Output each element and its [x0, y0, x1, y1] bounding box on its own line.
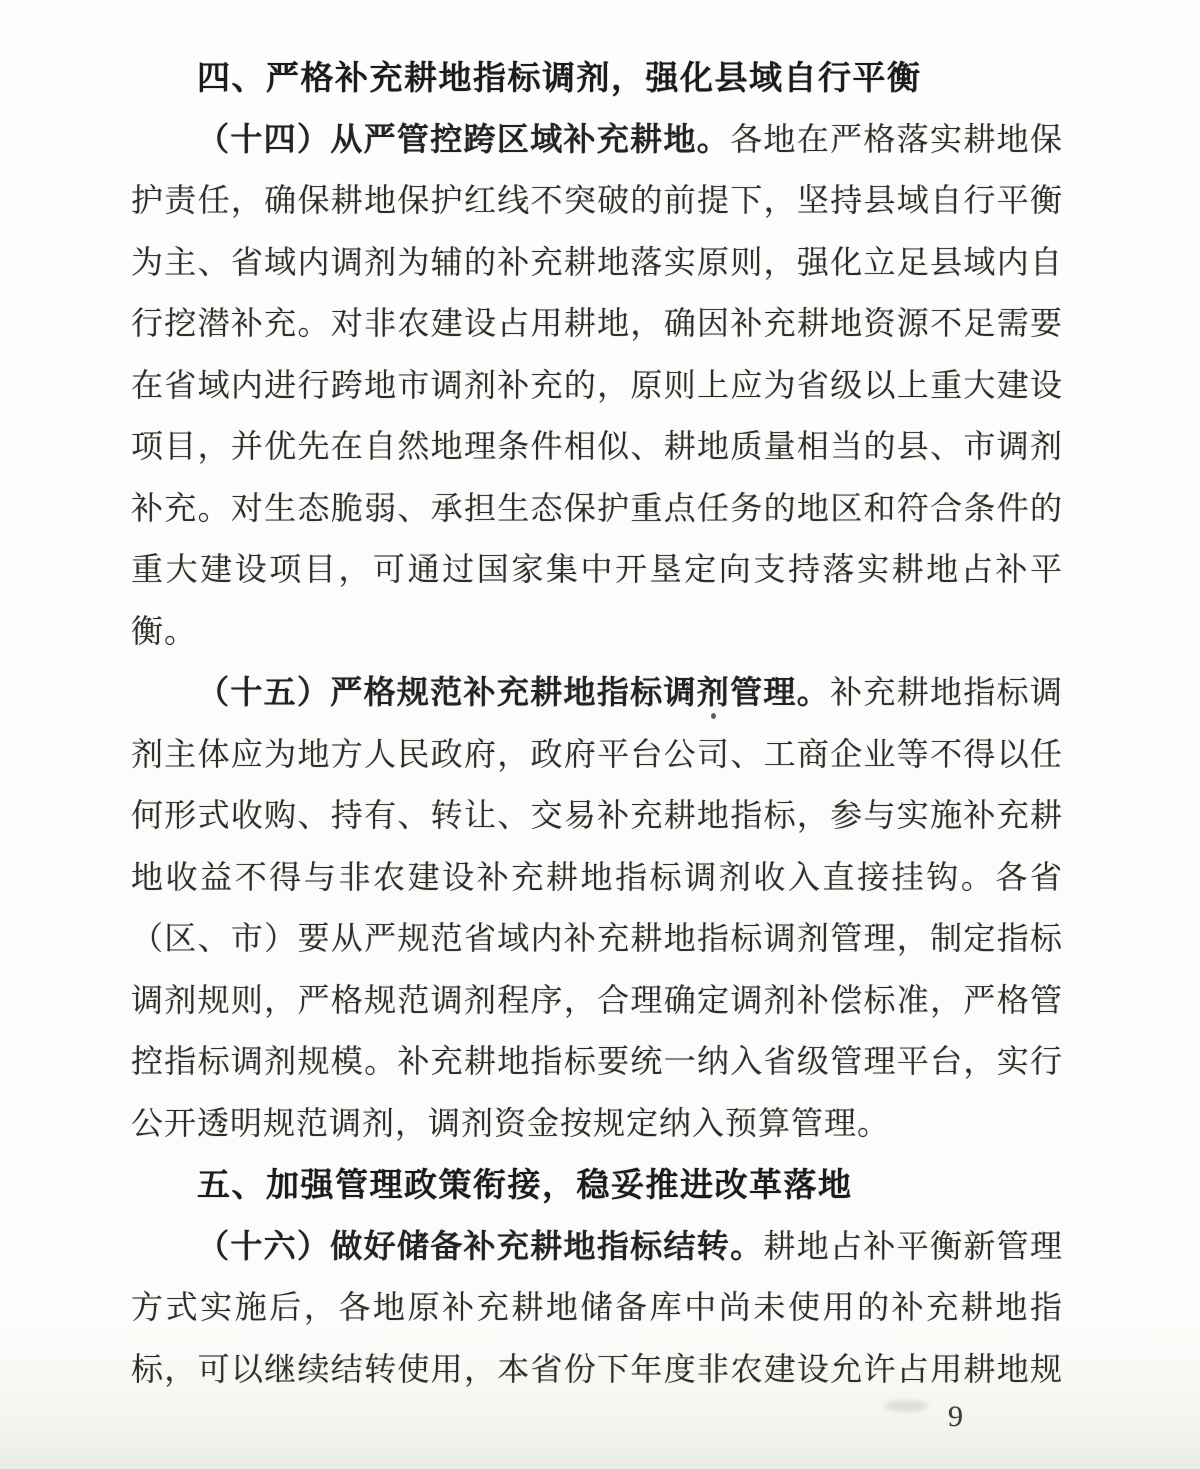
- text-line: [131, 478, 1063, 540]
- text-line: [131, 724, 1063, 786]
- line-text: 公开透明规范调剂，调剂资金按规定纳入预算管理。: [131, 1104, 891, 1141]
- heading-text: 四、严格补充耕地指标调剂，强化县域自行平衡: [197, 59, 922, 96]
- line-text: 护责任，确保耕地保护红线不突破的前提下，坚持县域自行平衡: [131, 182, 1063, 218]
- section-heading-4: [131, 47, 1063, 109]
- page-number: 9: [948, 1400, 963, 1433]
- line-text: 调剂规则，严格规范调剂程序，合理确定调剂补偿标准，严格管: [131, 981, 1063, 1018]
- text-line: [131, 539, 1063, 601]
- text-line: [131, 109, 1063, 171]
- ink-speck: [711, 713, 716, 719]
- text-line: [131, 232, 1063, 294]
- text-line: [131, 785, 1063, 847]
- text-line: [131, 355, 1063, 417]
- text-line: [131, 416, 1063, 478]
- heading-text: 五、加强管理政策衔接，稳妥推进改革落地: [197, 1166, 853, 1203]
- line-text: 各地在严格落实耕地保: [730, 120, 1063, 157]
- line-text: 何形式收购、持有、转让、交易补充耕地指标，参与实施补充耕: [131, 797, 1063, 833]
- line-text: 方式实施后，各地原补充耕地储备库中尚未使用的补充耕地指: [131, 1289, 1063, 1325]
- text-line: [131, 847, 1063, 909]
- line-text: 为主、省域内调剂为辅的补充耕地落实原则，强化立足县域内自: [131, 243, 1063, 280]
- line-text: 重大建设项目，可通过国家集中开垦定向支持落实耕地占补平: [131, 551, 1063, 587]
- text-line: [131, 970, 1063, 1032]
- text-line: [131, 1093, 1063, 1155]
- line-text: 在省域内进行跨地市调剂补充的，原则上应为省级以上重大建设: [131, 366, 1063, 403]
- text-line: [131, 1339, 1063, 1401]
- line-text: 地收益不得与非农建设补充耕地指标调剂收入直接挂钩。各省: [131, 858, 1063, 895]
- page-content: [131, 47, 1063, 1400]
- text-line: [131, 908, 1063, 970]
- line-text: 行挖潜补充。对非农建设占用耕地，确因补充耕地资源不足需要: [131, 305, 1063, 341]
- line-text: 补充耕地指标调: [830, 674, 1063, 710]
- text-line: [131, 1277, 1063, 1339]
- line-text: 衡。: [131, 612, 198, 649]
- line-text: 标，可以继续结转使用，本省份下年度非农建设允许占用耕地规: [131, 1350, 1063, 1387]
- line-text: 项目，并优先在自然地理条件相似、耕地质量相当的县、市调剂: [131, 428, 1063, 464]
- line-text: 剂主体应为地方人民政府，政府平台公司、工商企业等不得以任: [131, 735, 1063, 772]
- paragraph-lead: （十六）做好储备补充耕地指标结转。: [197, 1227, 764, 1264]
- line-text: 耕地占补平衡新管理: [763, 1227, 1063, 1264]
- line-text: 控指标调剂规模。补充耕地指标要统一纳入省级管理平台，实行: [131, 1043, 1063, 1079]
- text-line: [131, 170, 1063, 232]
- text-line: [131, 1031, 1063, 1093]
- text-line: [131, 293, 1063, 355]
- text-line: [131, 601, 1063, 663]
- paragraph-lead: （十四）从严管控跨区域补充耕地。: [197, 120, 731, 157]
- paragraph-lead: （十五）严格规范补充耕地指标调剂管理。: [197, 674, 831, 710]
- text-line: [131, 1216, 1063, 1278]
- text-line: [131, 662, 1063, 724]
- section-heading-5: [131, 1154, 1063, 1216]
- line-text: （区、市）要从严规范省域内补充耕地指标调剂管理，制定指标: [131, 920, 1063, 956]
- scan-smudge: [884, 1400, 928, 1412]
- line-text: 补充。对生态脆弱、承担生态保护重点任务的地区和符合条件的: [131, 489, 1063, 526]
